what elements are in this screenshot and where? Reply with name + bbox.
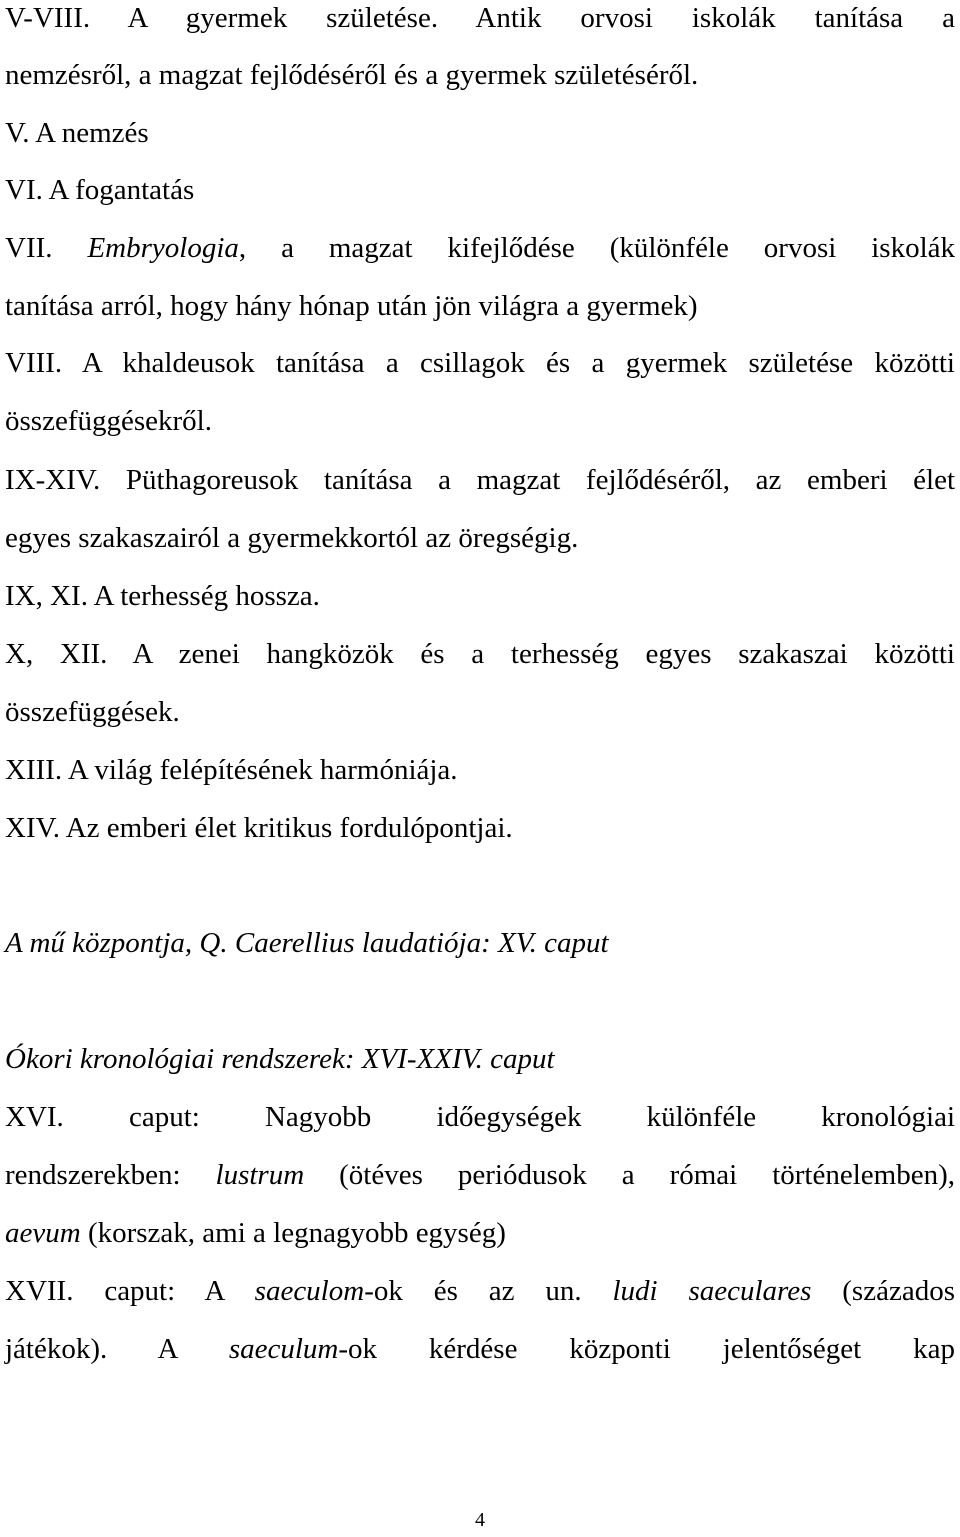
xvii-line-1: [5, 1273, 955, 1309]
toc-line-9: IX-XIV. Püthagoreusok tanítása a magzat fejlődéséről, az emberi élet: [5, 464, 955, 496]
xvii-line-1-mid: -ok és az un.: [364, 1275, 613, 1307]
toc-line-8: összefüggésekről.: [5, 405, 212, 437]
toc-line-6: tanítása arról, hogy hány hónap után jön világra a gyermek): [5, 290, 698, 322]
xvii-line-1-italic-1: saeculom: [254, 1275, 365, 1307]
toc-line-15: XIV. Az emberi élet kritikus fordulópontjai.: [5, 812, 513, 844]
xvi-line-3-italic: aevum: [5, 1217, 81, 1249]
toc-line-3: V. A nemzés: [5, 117, 149, 149]
xvii-line-1-italic-2: ludi saeculares: [612, 1275, 812, 1307]
toc-line-5: [5, 230, 955, 266]
xvi-line-3: [5, 1215, 955, 1251]
xvii-line-1-post: (százados: [811, 1275, 955, 1307]
toc-line-5-italic: Embryologia: [87, 232, 239, 264]
toc-line-5-post: , a magzat kifejlődése (különféle orvosi iskolák: [238, 232, 955, 264]
xvi-line-2: [5, 1157, 955, 1193]
toc-line-7: VIII. A khaldeusok tanítása a csillagok és a gyermek születése közötti: [5, 347, 955, 379]
toc-line-5-pre: VII.: [5, 232, 88, 264]
toc-line-10: egyes szakaszairól a gyermekkortól az öregségig.: [5, 522, 579, 554]
toc-line-1: V-VIII. A gyermek születése. Antik orvosi iskolák tanítása a: [5, 2, 955, 34]
xvi-line-2-post: (ötéves periódusok a római történelemben),: [304, 1159, 955, 1191]
chronology-heading: Ókori kronológiai rendszerek: XVI-XXIV. caput: [5, 1043, 555, 1075]
toc-line-12: X, XII. A zenei hangközök és a terhesség egyes szakaszai közötti: [5, 638, 955, 670]
toc-line-11: IX, XI. A terhesség hossza.: [5, 580, 320, 612]
xvi-line-3-post: (korszak, ami a legnagyobb egység): [80, 1217, 506, 1249]
page-number: 4: [475, 1509, 485, 1531]
xvii-line-2-pre: játékok). A: [5, 1333, 229, 1365]
xvi-line-2-italic: lustrum: [215, 1159, 305, 1191]
toc-line-14: XIII. A világ felépítésének harmóniája.: [5, 754, 458, 786]
toc-line-4: VI. A fogantatás: [5, 174, 195, 206]
toc-line-2: nemzésről, a magzat fejlődéséről és a gyermek születéséről.: [5, 59, 699, 91]
xvii-line-2-post: -ok kérdése központi jelentőséget kap: [338, 1333, 955, 1365]
xvii-line-2: [5, 1331, 955, 1367]
xvii-line-1-pre: XVII. caput: A: [5, 1275, 255, 1307]
center-heading: A mű központja, Q. Caerellius laudatiója: XV. caput: [5, 927, 609, 959]
toc-line-13: összefüggések.: [5, 696, 180, 728]
xvi-line-2-pre: rendszerekben:: [5, 1159, 216, 1191]
xvii-line-2-italic: saeculum: [228, 1333, 339, 1365]
xvi-line-1: XVI. caput: Nagyobb időegységek különféle kronológiai: [5, 1101, 955, 1133]
